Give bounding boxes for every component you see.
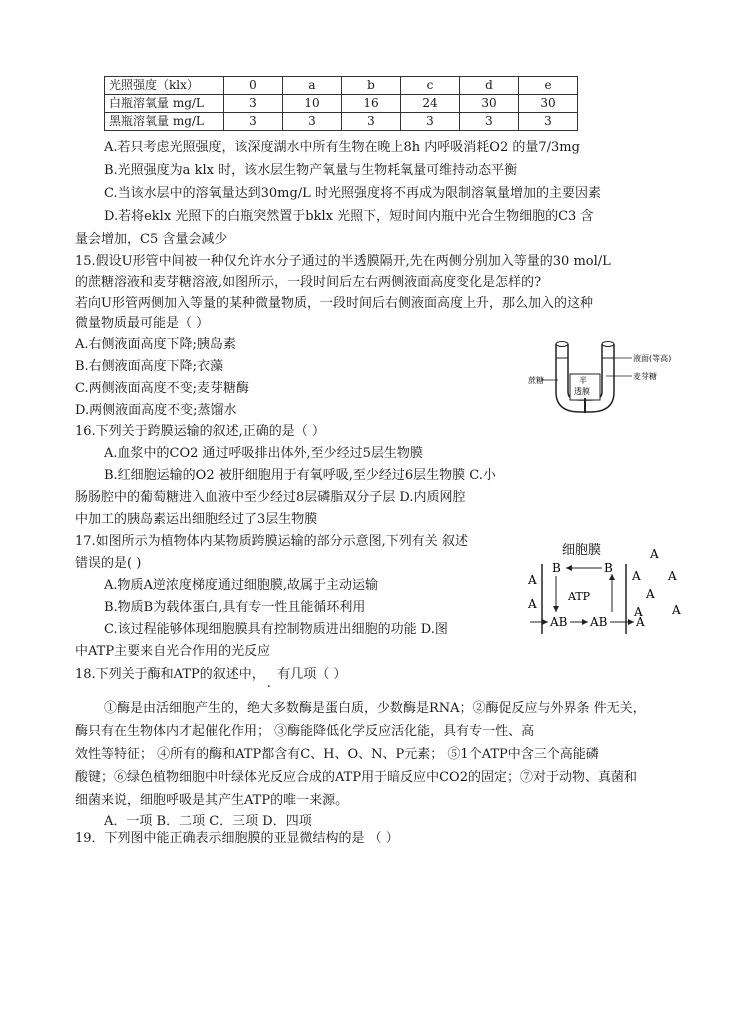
- table-cell: c: [401, 77, 460, 95]
- q18-statement-line3: 效性等特征； ④所有的酶和ATP都含有C、H、O、N、P元素； ⑤1个ATP中含三个高能磷: [75, 747, 599, 762]
- q16-option-b: B.红细胞运输的O2 被肝细胞用于有氧呼吸,至少经过6层生物膜 C.小: [104, 468, 496, 483]
- q15-stem-line1: 15.假设U形管中间被一种仅允许水分子通过的半透膜隔开,先在两侧分别加入等量的30 mol/L: [75, 254, 611, 269]
- q14-option-a: A.若只考虑光照强度，该深度湖水中所有生物在晚上8h 内呼吸消耗O2 的量7/3mg: [104, 140, 580, 155]
- atp-label: ATP: [568, 590, 591, 603]
- complex-ab: AB: [590, 615, 608, 629]
- light-oxygen-table: [104, 76, 578, 131]
- membrane-title: 细胞膜: [562, 543, 602, 558]
- q17-stem-line2: 错误的是( ): [75, 556, 142, 571]
- q18-options: A．一项 B．二项 C．三项 D．四项: [104, 814, 312, 829]
- table-cell: 30: [460, 95, 519, 113]
- substance-a: A: [528, 597, 537, 611]
- substance-a: A: [650, 547, 659, 561]
- table-cell: 光照强度（klx）: [105, 77, 224, 95]
- membrane-label-2: 透膜: [574, 387, 590, 396]
- table-cell: b: [342, 77, 401, 95]
- table-cell: 3: [283, 113, 342, 131]
- table-cell: 黑瓶溶氧量 mg/L: [105, 113, 224, 131]
- q15-option-c: C.两侧液面高度不变;麦芽糖酶: [75, 381, 249, 396]
- table-cell: 3: [460, 113, 519, 131]
- q16-option-c: 肠肠腔中的葡萄糖进入血液中至少经过8层磷脂双分子层 D.内质网腔: [75, 490, 466, 505]
- substance-a: A: [668, 569, 677, 583]
- q17-option-c: C.该过程能够体现细胞膜具有控制物质进出细胞的功能 D.图: [104, 622, 448, 637]
- q15-option-d: D.两侧液面高度不变;蒸馏水: [75, 403, 237, 418]
- substance-a: A: [672, 603, 681, 617]
- q14-option-c: C.当该水层中的溶氧量达到30mg/L 时光照强度将不再成为限制溶氧量增加的主要因素: [104, 186, 601, 201]
- q16-option-a: A.血浆中的CO2 通过呼吸排出体外,至少经过5层生物膜: [104, 446, 423, 461]
- substance-a: A: [646, 587, 655, 601]
- membrane-label: 半: [579, 376, 587, 385]
- complex-ab: AB: [550, 615, 568, 629]
- table-row: [105, 77, 578, 95]
- q19-stem: 19．下列图中能正确表示细胞膜的亚显微结构的是 （ ）: [75, 831, 399, 846]
- q18-stem: [75, 664, 346, 686]
- q14-option-d: D.若将eklx 光照下的白瓶突然置于bklx 光照下，短时间内瓶中光合生物细胞的C3 含: [104, 209, 594, 224]
- q18-stem-post: 有几项（ ）: [277, 667, 347, 682]
- q15-option-a: A.右侧液面高度下降;胰岛素: [75, 337, 236, 352]
- q15-stem-line2: 的蔗糖溶液和麦芽糖溶液,如图所示，一段时间后左右两侧液面高度变化是怎样的?: [75, 275, 542, 290]
- table-cell: 10: [283, 95, 342, 113]
- substance-a: A: [636, 615, 645, 629]
- q17-option-b: B.物质B为载体蛋白,具有专一性且能循环利用: [104, 600, 366, 615]
- emphasis-dots: [265, 667, 277, 682]
- table-cell: 3: [224, 95, 283, 113]
- q15-stem-line4: 微量物质最可能是（ ）: [75, 316, 210, 331]
- table-cell: 3: [224, 113, 283, 131]
- maltose-label: 麦芽糖: [633, 372, 657, 381]
- q18-stem-pre: 18.下列关于酶和ATP的叙述中，: [75, 667, 265, 682]
- q16-option-d: 中加工的胰岛素运出细胞经过了3层生物膜: [75, 512, 318, 527]
- substance-a: A: [528, 573, 537, 587]
- q15-stem-line3: 若向U形管两侧加入等量的某种微量物质，一段时间后右侧液面高度上升，那么加入的这种: [75, 296, 593, 311]
- table-cell: e: [519, 77, 578, 95]
- table-cell: 30: [519, 95, 578, 113]
- substance-a: A: [632, 569, 641, 583]
- table-cell: 3: [401, 113, 460, 131]
- table-cell: d: [460, 77, 519, 95]
- substance-a: A: [634, 605, 643, 619]
- table-cell: 16: [342, 95, 401, 113]
- q18-statement-line1: ①酶是由活细胞产生的，绝大多数酶是蛋白质，少数酶是RNA；②酶促反应与外界条 件无关，: [104, 701, 646, 716]
- table-cell: 白瓶溶氧量 mg/L: [105, 95, 224, 113]
- carrier-b: B: [604, 561, 613, 575]
- table-cell: a: [283, 77, 342, 95]
- liquid-level-label: 液面(等高): [633, 354, 672, 363]
- cell-membrane-figure: [522, 538, 692, 638]
- q18-statement-line4: 酸键；⑥绿色植物细胞中叶绿体光反应合成的ATP用于暗反应中CO2的固定；⑦对于动物、真菌和: [75, 770, 637, 785]
- table-cell: 0: [224, 77, 283, 95]
- u-tube-figure: [528, 336, 678, 416]
- table-cell: 3: [519, 113, 578, 131]
- carrier-b: B: [552, 561, 561, 575]
- q18-statement-line5: 细菌来说，细胞呼吸是其产生ATP的唯一来源。: [75, 793, 349, 808]
- sucrose-label: 蔗糖: [528, 376, 544, 385]
- q17-stem-line1: 17.如图所示为植物体内某物质跨膜运输的部分示意图,下列有关 叙述: [75, 534, 468, 549]
- table-cell: 24: [401, 95, 460, 113]
- table-cell: 3: [342, 113, 401, 131]
- table-row: [105, 95, 578, 113]
- q17-option-a: A.物质A逆浓度梯度通过细胞膜,故属于主动运输: [104, 578, 379, 593]
- q14-option-d-cont: 量会增加，C5 含量会减少: [75, 232, 228, 247]
- q14-option-b: B.光照强度为a klx 时，该水层生物产氧量与生物耗氧量可维持动态平衡: [104, 163, 518, 178]
- q16-stem: 16.下列关于跨膜运输的叙述,正确的是（ ）: [75, 424, 325, 439]
- table-row: [105, 113, 578, 131]
- q15-option-b: B.右侧液面高度下降;衣藻: [75, 359, 224, 374]
- q17-option-d: 中ATP主要来自光合作用的光反应: [75, 644, 271, 659]
- q18-statement-line2: 酶只有在生物体内才起催化作用； ③酶能降低化学反应活化能，具有专一性、高: [75, 724, 535, 739]
